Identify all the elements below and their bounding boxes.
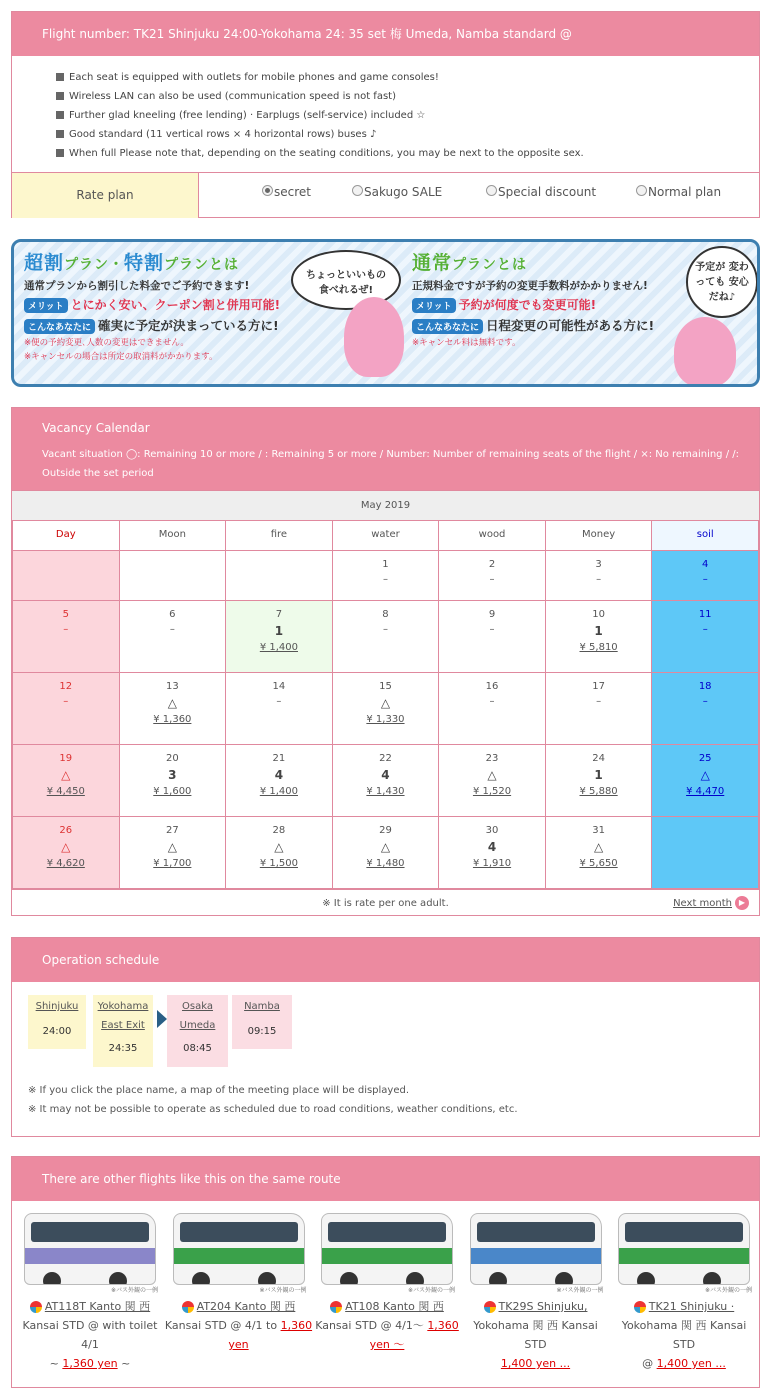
route-link[interactable]: AT108 Kanto 関 西 <box>345 1300 444 1313</box>
route-price[interactable]: 1,360 <box>427 1319 459 1332</box>
mascot-left-image <box>344 297 404 377</box>
availability-mark: △ <box>593 840 604 854</box>
price-link[interactable]: ¥ 4,450 <box>46 786 85 797</box>
calendar-day-cell <box>545 551 652 601</box>
day-number: 25 <box>698 753 712 764</box>
calendar-day-cell[interactable] <box>332 745 439 817</box>
calendar-day-cell[interactable] <box>439 745 546 817</box>
price-link[interactable]: ¥ 1,360 <box>153 714 192 725</box>
route-price[interactable]: 1,360 yen <box>62 1357 118 1370</box>
calendar-day-cell[interactable] <box>439 817 546 889</box>
radio-icon[interactable] <box>636 185 647 196</box>
rate-plan-label: Rate plan <box>12 173 199 218</box>
calendar-day-cell <box>652 601 759 673</box>
flight-title: Flight number: TK21 Shinjuku 24:00-Yokohama 24: 35 set 梅 Umeda, Namba standard @ <box>12 12 759 56</box>
day-number: 21 <box>272 753 286 764</box>
calendar-day-cell <box>332 551 439 601</box>
speech-bubble-left: ちょっといいもの 食べれるぜ! <box>291 250 401 310</box>
route-link[interactable]: AT204 Kanto 関 西 <box>196 1300 296 1313</box>
next-month-link[interactable]: Next month ▶ <box>673 890 749 918</box>
company-logo-icon <box>330 1301 342 1313</box>
day-number: 9 <box>488 609 496 620</box>
day-number: 3 <box>595 559 602 570</box>
calendar-day-cell <box>226 551 333 601</box>
price-link[interactable]: ¥ 1,500 <box>259 858 298 869</box>
rate-option-special-discount[interactable]: Special discount <box>486 185 596 199</box>
feature-item: When full Please note that, depending on the seating conditions, you may be next to the opposite sex. <box>56 144 759 163</box>
route-card[interactable] <box>16 1213 164 1373</box>
image-caption: ※バス外観の一例 <box>259 1287 307 1294</box>
company-logo-icon <box>634 1301 646 1313</box>
price-link[interactable]: ¥ 1,400 <box>259 642 298 653</box>
availability-mark: – <box>489 696 495 707</box>
rate-option-normal-plan[interactable]: Normal plan <box>636 185 721 199</box>
schedule-note: ※ It may not be possible to operate as scheduled due to road conditions, weather conditions, etc. <box>28 1104 518 1115</box>
feature-list <box>12 56 759 173</box>
banner-right-you: こんなあなたに 日程変更の可能性がある方に! <box>412 316 692 334</box>
availability-mark: △ <box>700 768 710 782</box>
availability-mark: – <box>63 624 69 635</box>
banner-right-line: 正規料金ですが予約の変更手数料がかかりません! <box>412 280 648 292</box>
bus-image[interactable] <box>321 1213 453 1285</box>
calendar-day-cell <box>13 601 120 673</box>
day-number: 17 <box>592 681 605 692</box>
radio-icon[interactable] <box>352 185 363 196</box>
banner-right <box>412 248 692 348</box>
availability-mark: 1 <box>594 624 603 638</box>
availability-mark: – <box>169 624 175 635</box>
price-link[interactable]: ¥ 1,330 <box>366 714 405 725</box>
weekday-header: soil <box>652 521 759 551</box>
route-desc: ~ <box>117 1357 131 1370</box>
speech-bubble-right: 予定が 変わっても 安心だね♪ <box>686 246 758 318</box>
availability-mark: – <box>382 574 388 585</box>
availability-mark: – <box>702 574 708 585</box>
stop-name-link[interactable]: Yokohama <box>97 1001 149 1012</box>
route-price[interactable]: yen <box>228 1338 249 1351</box>
route-desc: Kansai STD @ with toilet 4/1 <box>22 1319 158 1351</box>
availability-mark: – <box>702 624 708 635</box>
plan-explanation-banner <box>11 239 760 387</box>
price-link[interactable]: ¥ 1,600 <box>153 786 192 797</box>
route-card[interactable] <box>462 1213 610 1373</box>
day-number: 16 <box>485 681 499 692</box>
route-price[interactable]: yen ～ <box>369 1338 405 1351</box>
image-caption: ※バス外観の一例 <box>556 1287 604 1294</box>
availability-mark: 4 <box>274 768 284 782</box>
weekday-header: Moon <box>119 521 226 551</box>
day-number: 27 <box>165 825 179 836</box>
banner-left-line: 通常プランから割引した料金でご予約できます! <box>24 280 250 292</box>
route-price[interactable]: 1,400 yen ... <box>656 1357 726 1370</box>
availability-mark: – <box>276 696 282 707</box>
calendar-header <box>12 408 759 490</box>
day-number: 23 <box>485 753 499 764</box>
rate-footnote: ※ It is rate per one adult. <box>322 898 449 909</box>
bus-image[interactable] <box>173 1213 305 1285</box>
stop-shinjuku <box>28 995 86 1049</box>
price-link[interactable]: ¥ 1,480 <box>366 858 405 869</box>
feature-item: Further glad kneeling (free lending) · Earplugs (self-service) included ☆ <box>56 106 759 125</box>
company-logo-icon <box>484 1301 496 1313</box>
calendar-day-cell <box>119 551 226 601</box>
day-number: 19 <box>59 753 73 764</box>
availability-mark: △ <box>61 840 71 854</box>
availability-mark: △ <box>167 696 177 710</box>
calendar-day-cell <box>439 601 546 673</box>
feature-item: Each seat is equipped with outlets for mobile phones and game consoles! <box>56 68 759 87</box>
price-link[interactable]: ¥ 1,520 <box>472 786 512 797</box>
availability-mark: – <box>596 574 602 585</box>
route-desc: Yokohama 関 西 Kansai STD <box>473 1319 598 1351</box>
calendar-day-cell <box>119 601 226 673</box>
feature-item: Good standard (11 vertical rows × 4 horizontal rows) buses ♪ <box>56 125 759 144</box>
day-number: 6 <box>169 609 176 620</box>
day-number: 4 <box>702 559 709 570</box>
stop-time: 24:00 <box>42 1026 72 1037</box>
mascot-right-image <box>674 317 736 387</box>
day-number: 24 <box>592 753 605 764</box>
rate-option-secret[interactable]: secret <box>262 185 311 199</box>
day-number: 30 <box>485 825 499 836</box>
calendar-footer <box>12 889 759 917</box>
feature-item: Wireless LAN can also be used (communication speed is not fast) <box>56 87 759 106</box>
image-caption: ※バス外観の一例 <box>704 1287 752 1294</box>
schedule-title: Operation schedule <box>12 938 759 982</box>
price-link[interactable]: ¥ 5,650 <box>579 858 618 869</box>
stop-name-link[interactable]: Namba <box>244 1001 280 1012</box>
availability-mark: △ <box>380 696 391 710</box>
bus-image[interactable] <box>618 1213 750 1285</box>
calendar-grid <box>12 520 759 889</box>
calendar-day-cell[interactable] <box>226 601 333 673</box>
operation-schedule <box>11 937 760 1137</box>
banner-left-merit: メリット とにかく安い、クーポン割と併用可能! <box>24 296 344 313</box>
availability-mark: – <box>702 696 708 707</box>
calendar-day-cell <box>439 673 546 745</box>
company-logo-icon <box>30 1301 42 1313</box>
stop-name-link[interactable]: Umeda <box>179 1020 216 1031</box>
arrow-right-icon <box>157 1010 167 1028</box>
calendar-legend: Vacant situation ◯: Remaining 10 or more / : Remaining 5 or more / Number: Number of remaining seats of the flight / ×: No remaining / /: Outside the set period <box>42 449 739 479</box>
stop-name-link[interactable]: East Exit <box>101 1020 145 1031</box>
availability-mark: – <box>382 624 388 635</box>
day-number: 22 <box>379 753 392 764</box>
arrow-right-icon: ▶ <box>735 896 749 910</box>
availability-mark: 1 <box>274 624 284 638</box>
calendar-day-cell <box>439 551 546 601</box>
banner-right-title: 通常プランとは <box>412 252 528 274</box>
calendar-title: Vacancy Calendar <box>42 421 150 435</box>
route-link[interactable]: AT118T Kanto 関 西 <box>44 1300 151 1313</box>
calendar-day-cell[interactable] <box>545 817 652 889</box>
weekday-header: Day <box>13 521 120 551</box>
calendar-day-cell[interactable] <box>545 745 652 817</box>
weekday-header: wood <box>439 521 546 551</box>
calendar-day-cell[interactable] <box>13 817 120 889</box>
radio-icon[interactable] <box>486 185 497 196</box>
stop-time: 24:35 <box>108 1043 138 1054</box>
route-price[interactable]: 1,360 <box>280 1319 313 1332</box>
availability-mark: 4 <box>381 768 390 782</box>
calendar-day-cell <box>652 673 759 745</box>
stop-time: 08:45 <box>183 1043 212 1054</box>
day-number: 26 <box>59 825 73 836</box>
route-desc: ~ <box>49 1357 63 1370</box>
vacancy-calendar <box>11 407 760 916</box>
day-number: 12 <box>59 681 73 692</box>
route-desc: Kansai STD @ 4/1 to <box>164 1319 281 1332</box>
availability-mark: △ <box>61 768 71 782</box>
calendar-day-cell[interactable] <box>119 817 226 889</box>
day-number: 28 <box>272 825 286 836</box>
bus-image[interactable] <box>24 1213 156 1285</box>
schedule-note: ※ If you click the place name, a map of the meeting place will be displayed. <box>28 1085 410 1096</box>
rate-option-sakugo-sale[interactable]: Sakugo SALE <box>352 185 442 199</box>
bus-image[interactable] <box>470 1213 602 1285</box>
day-number: 29 <box>379 825 392 836</box>
availability-mark: △ <box>167 840 177 854</box>
route-desc: @ <box>642 1357 657 1370</box>
calendar-day-cell[interactable] <box>119 673 226 745</box>
day-number: 15 <box>379 681 392 692</box>
day-number: 1 <box>382 559 389 570</box>
stop-name-link[interactable]: Osaka <box>182 1001 213 1012</box>
rate-plan-options <box>199 173 759 218</box>
price-link[interactable]: ¥ 1,430 <box>366 786 405 797</box>
radio-icon[interactable] <box>262 185 273 196</box>
banner-right-note: ※キャンセル料は無料です。 <box>412 338 521 348</box>
day-number: 20 <box>165 753 179 764</box>
day-number: 14 <box>272 681 286 692</box>
calendar-day-cell[interactable] <box>332 817 439 889</box>
rate-plan-row <box>12 173 759 218</box>
calendar-day-cell <box>545 673 652 745</box>
calendar-day-cell <box>652 551 759 601</box>
image-caption: ※バス外観の一例 <box>110 1287 158 1294</box>
availability-mark: 3 <box>168 768 177 782</box>
availability-mark: – <box>489 624 495 635</box>
route-price[interactable]: 1,400 yen ... <box>500 1357 571 1370</box>
stop-namba <box>232 995 292 1049</box>
day-number: 13 <box>165 681 179 692</box>
calendar-day-cell[interactable] <box>332 673 439 745</box>
route-card[interactable] <box>610 1213 758 1373</box>
availability-mark: 4 <box>487 840 497 854</box>
weekday-header: fire <box>226 521 333 551</box>
calendar-day-cell <box>332 601 439 673</box>
availability-mark: – <box>489 574 495 585</box>
image-caption: ※バス外観の一例 <box>407 1287 455 1294</box>
price-link[interactable]: ¥ 4,470 <box>686 786 725 797</box>
day-number: 11 <box>698 609 712 620</box>
route-card[interactable] <box>165 1213 313 1354</box>
calendar-day-cell <box>652 817 759 889</box>
banner-left-you: こんなあなたに 確実に予定が決まっている方に! <box>24 316 344 334</box>
banner-left-title: 超割プラン・特割プランとは <box>24 252 240 274</box>
price-link[interactable]: ¥ 1,700 <box>153 858 192 869</box>
stop-osaka-umeda <box>167 995 228 1067</box>
price-link[interactable]: ¥ 1,400 <box>259 786 298 797</box>
calendar-day-cell[interactable] <box>13 745 120 817</box>
price-link[interactable]: ¥ 4,620 <box>46 858 85 869</box>
weekday-header: water <box>332 521 439 551</box>
calendar-day-cell[interactable] <box>226 745 333 817</box>
banner-left <box>24 248 344 362</box>
availability-mark: – <box>596 696 602 707</box>
route-desc: Yokohama 関 西 Kansai STD <box>621 1319 747 1351</box>
other-flights-title: There are other flights like this on the same route <box>12 1157 759 1201</box>
day-number: 31 <box>592 825 605 836</box>
calendar-day-cell[interactable] <box>545 601 652 673</box>
route-link[interactable]: TK21 Shinjuku · <box>648 1300 735 1313</box>
route-link[interactable]: TK29S Shinjuku, <box>498 1300 588 1313</box>
day-number: 18 <box>698 681 712 692</box>
calendar-day-cell <box>13 551 120 601</box>
calendar-day-cell[interactable] <box>226 817 333 889</box>
day-number: 10 <box>592 609 605 620</box>
calendar-day-cell <box>226 673 333 745</box>
price-link[interactable]: ¥ 1,910 <box>472 858 512 869</box>
calendar-day-cell[interactable] <box>652 745 759 817</box>
banner-right-merit: メリット 予約が何度でも変更可能! <box>412 296 692 313</box>
availability-mark: – <box>63 696 69 707</box>
other-flights <box>11 1156 760 1388</box>
price-link[interactable]: ¥ 5,880 <box>579 786 618 797</box>
route-card[interactable] <box>313 1213 461 1354</box>
weekday-header: Money <box>545 521 652 551</box>
day-number: 7 <box>275 609 283 620</box>
calendar-month: May 2019 <box>12 490 759 520</box>
day-number: 5 <box>62 609 69 620</box>
availability-mark: △ <box>274 840 284 854</box>
banner-left-note: ※キャンセルの場合は所定の取消料がかかります。 <box>24 352 218 362</box>
banner-left-note: ※便の予約変更､人数の変更はできません。 <box>24 338 189 348</box>
day-number: 2 <box>488 559 496 570</box>
availability-mark: △ <box>380 840 391 854</box>
calendar-day-cell <box>13 673 120 745</box>
day-number: 8 <box>382 609 389 620</box>
availability-mark: 1 <box>594 768 603 782</box>
stop-yokohama <box>93 995 153 1067</box>
stop-name-link[interactable]: Shinjuku <box>35 1001 79 1012</box>
calendar-day-cell[interactable] <box>119 745 226 817</box>
flight-info-box <box>11 11 760 218</box>
stop-time: 09:15 <box>247 1026 277 1037</box>
route-desc: Kansai STD @ 4/1～ <box>315 1319 428 1332</box>
availability-mark: △ <box>487 768 497 782</box>
company-logo-icon <box>182 1301 194 1313</box>
price-link[interactable]: ¥ 5,810 <box>579 642 618 653</box>
